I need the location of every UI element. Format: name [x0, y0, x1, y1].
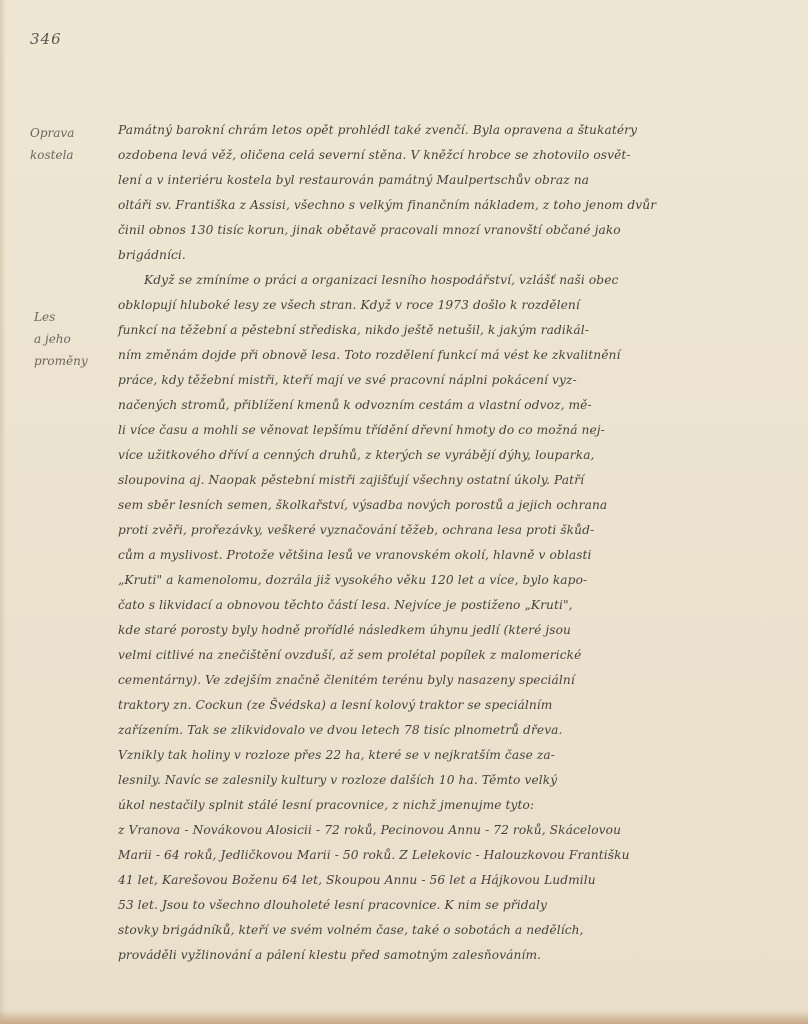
text-line: „Kruti" a kamenolomu, dozrála již vysokého věku 120 let a více, bylo kapo- [118, 573, 588, 587]
text-line: ozdobena levá věž, oličena celá severní stěna. V kněžcí hrobce se zhotovilo osvět- [118, 148, 631, 162]
page-number: 346 [30, 30, 62, 48]
text-line: ním změnám dojde při obnově lesa. Toto rozdělení funkcí má vést ke zkvalitnění [118, 348, 621, 362]
text-line: cům a myslivost. Protože většina lesů ve vranovském okolí, hlavně v oblasti [118, 548, 592, 562]
chronicle-text [112, 118, 710, 968]
text-line: prováděli vyžlinování a pálení klestu před samotným zalesňováním. [118, 948, 542, 962]
text-line: Památný barokní chrám letos opět prohlédl také zvenčí. Byla opravena a štukatéry [118, 123, 638, 137]
text-line: obklopují hluboké lesy ze všech stran. Když v roce 1973 došlo k rozdělení [118, 298, 580, 312]
text-line: čato s likvidací a obnovou těchto částí lesa. Nejvíce je postiženo „Kruti", [118, 598, 573, 612]
text-line: kde staré porosty byly hodně prořídlé následkem úhynu jedlí (které jsou [118, 623, 571, 637]
text-line: z Vranova - Novákovou Alosicii - 72 roků, Pecinovou Annu - 72 roků, Skácelovou [118, 823, 622, 837]
page-bottom-edge [0, 1010, 808, 1024]
margin-note-church-repair: Oprava kostela [30, 126, 75, 162]
text-line: brigádníci. [118, 248, 186, 262]
text-line: více užitkového dříví a cenných druhů, z kterých se vyrábějí dýhy, louparka, [118, 448, 595, 462]
text-line: Vznikly tak holiny v rozloze přes 22 ha, které se v nejkratším čase za- [118, 748, 555, 762]
text-line: 53 let. Jsou to všechno dlouholeté lesní pracovnice. K nim se přidaly [118, 898, 547, 912]
margin-note-forest: Les a jeho proměny [34, 310, 88, 368]
text-line: lení a v interiéru kostela byl restaurován památný Maulpertschův obraz na [118, 173, 590, 187]
text-line: Když se zmíníme o práci a organizaci lesního hospodářství, vzlášť naši obec [144, 273, 619, 287]
text-line: zařízením. Tak se zlikvidovalo ve dvou letech 78 tisíc plnometrů dřeva. [118, 723, 563, 737]
page-edge [0, 0, 6, 1024]
text-line: lesnily. Navíc se zalesnily kultury v rozloze dalších 10 ha. Těmto velký [118, 773, 558, 787]
text-line: úkol nestačily splnit stálé lesní pracovnice, z nichž jmenujme tyto: [118, 798, 535, 812]
text-line: činil obnos 130 tisíc korun, jinak obětavě pracovali mnozí vranovští občané jako [118, 223, 621, 237]
text-line: li více času a mohli se věnovat lepšímu třídění dřevní hmoty do co možná nej- [118, 423, 605, 437]
text-line: velmi citlivé na znečištění ovzduší, až sem prolétal popílek z malomerické [118, 648, 582, 662]
text-line: oltáři sv. Františka z Assisi, všechno s velkým finančním nákladem, z toho jenom dvůr [118, 198, 657, 212]
text-line: sloupovina aj. Naopak pěstební mistři zajišťují všechny ostatní úkoly. Patří [118, 473, 585, 487]
text-line: načených stromů, přiblížení kmenů k odvozním cestám a vlastní odvoz, mě- [118, 398, 592, 412]
text-line: traktory zn. Cockun (ze Švédska) a lesní kolový traktor se speciálním [118, 698, 553, 712]
text-line: proti zvěři, prořezávky, veškeré vyznačování těžeb, ochrana lesa proti škůd- [118, 523, 595, 537]
text-line: práce, kdy těžební mistři, kteří mají ve své pracovní náplni pokácení vyz- [118, 373, 577, 387]
text-line: funkcí na těžební a pěstební střediska, nikdo ještě netušil, k jakým radikál- [118, 323, 589, 337]
text-line: 41 let, Karešovou Boženu 64 let, Skoupou Annu - 56 let a Hájkovou Ludmilu [118, 873, 596, 887]
text-line: sem sběr lesních semen, školkařství, výsadba nových porostů a jejich ochrana [118, 498, 608, 512]
text-line: stovky brigádníků, kteří ve svém volném čase, také o sobotách a nedělích, [118, 923, 584, 937]
text-line: Marii - 64 roků, Jedličkovou Marii - 50 roků. Z Lelekovic - Halouzkovou Františku [118, 848, 630, 862]
text-line: cementárny). Ve zdejším značně členitém terénu byly nasazeny speciální [118, 673, 575, 687]
